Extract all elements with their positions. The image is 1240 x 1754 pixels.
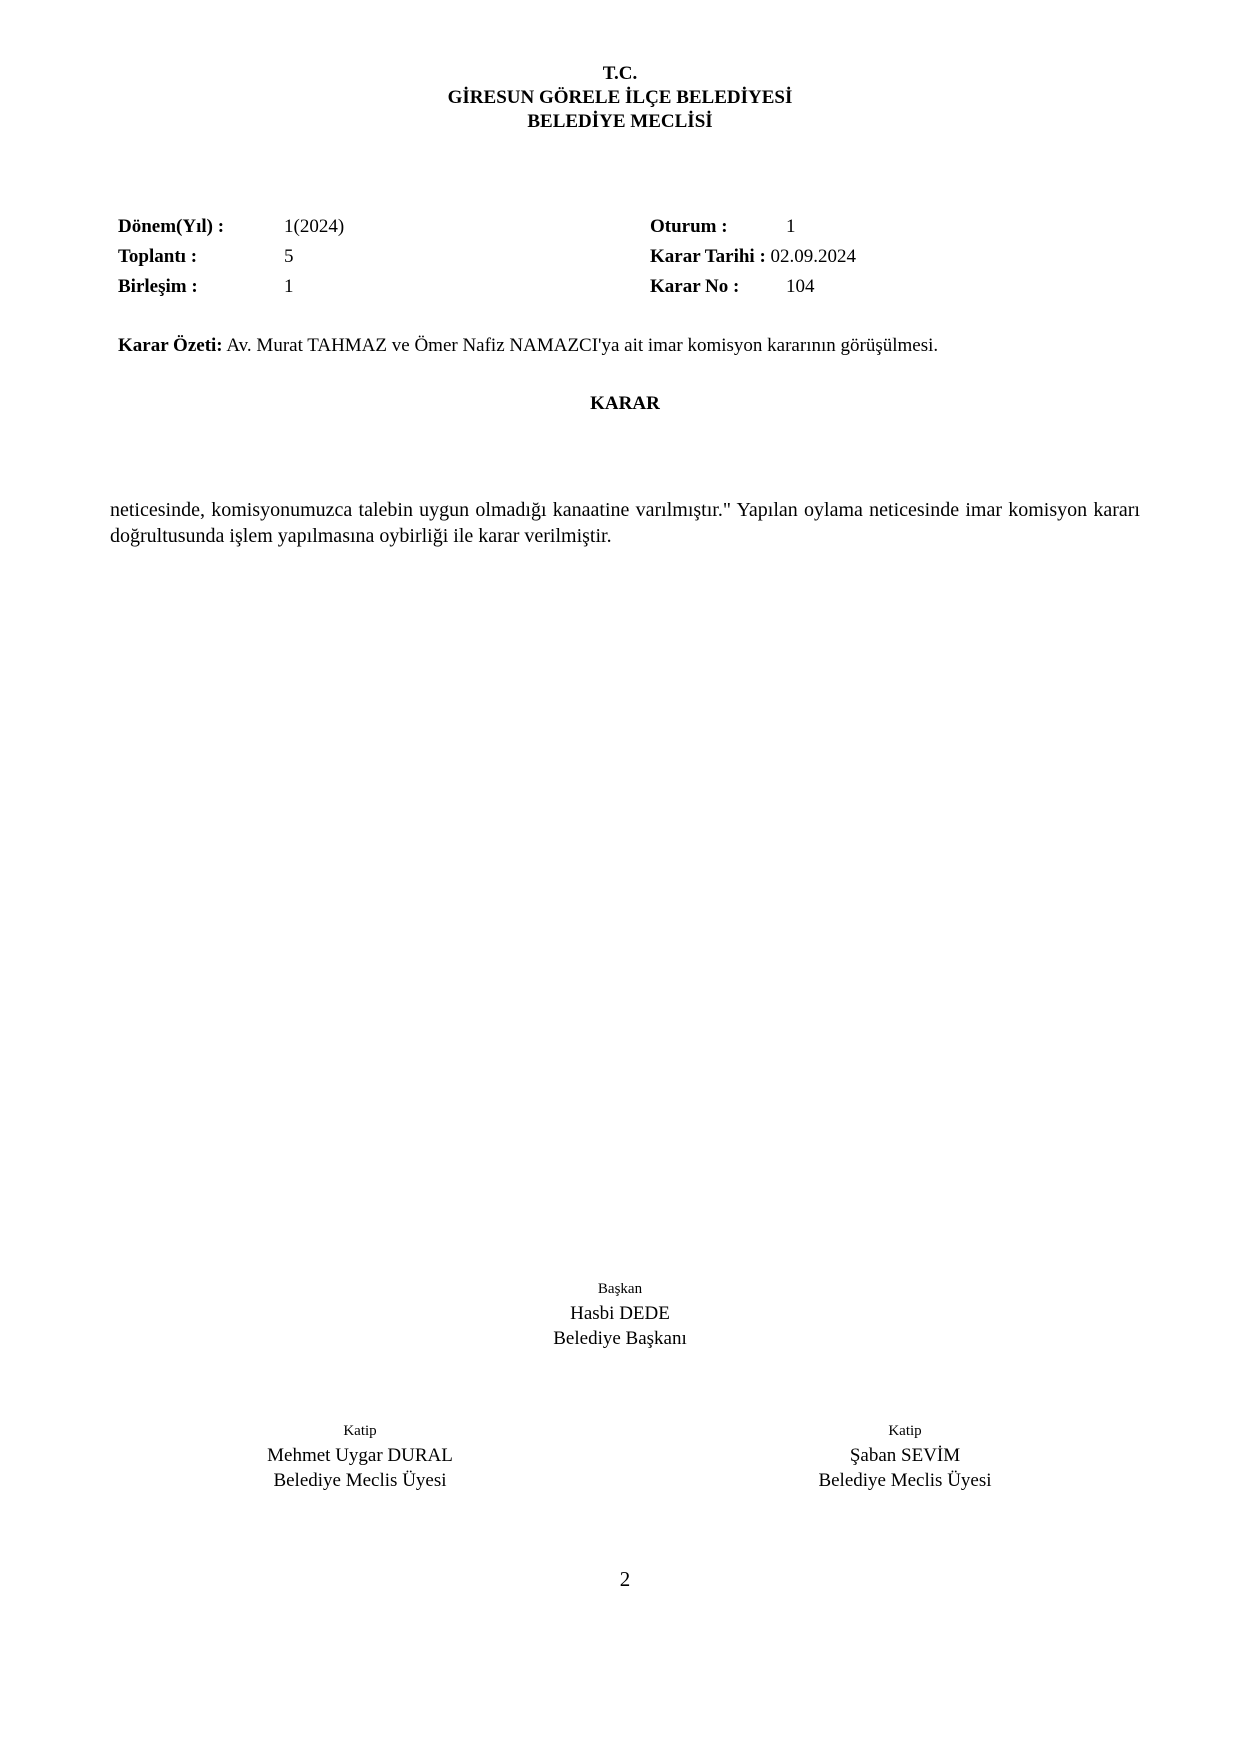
meta-oturum [650, 212, 728, 242]
meta-block [0, 0, 1240, 320]
karar-tarihi-value: 02.09.2024 [770, 246, 857, 267]
signature-title: Belediye Meclis Üyesi [818, 1470, 992, 1491]
donem-label: Dönem(Yıl) : [118, 216, 225, 237]
meta-karar-tarihi [650, 242, 856, 272]
signature-name: Şaban SEVİM [849, 1445, 961, 1466]
signature-title: Belediye Meclis Üyesi [273, 1470, 447, 1491]
signature-katip-right [745, 1419, 1065, 1493]
donem-value: 1(2024) [284, 216, 345, 237]
toplanti-value: 5 [284, 246, 294, 267]
meta-birlesim [118, 272, 198, 302]
decision-body: neticesinde, komisyonumuzca talebin uygun olmadığı kanaatine varılmıştır." Yapılan oylama neticesinde imar komisyon kararı doğrultusunda işlem yapılmasına oybirliği ile karar verilmiştir. [110, 499, 1140, 547]
signature-baskan [460, 1277, 780, 1351]
meta-karar-no [650, 272, 739, 302]
karar-no-value: 104 [786, 276, 815, 297]
signature-role: Katip [888, 1423, 922, 1439]
decision-title: KARAR [590, 393, 660, 414]
header-tc: T.C. [602, 63, 638, 84]
signature-katip-left [200, 1419, 520, 1493]
birlesim-value: 1 [284, 276, 294, 297]
signature-name: Mehmet Uygar DURAL [267, 1445, 453, 1466]
oturum-label: Oturum : [650, 216, 728, 237]
summary-label: Karar Özeti: [118, 335, 223, 356]
signature-name: Hasbi DEDE [570, 1303, 670, 1324]
page-number: 2 [619, 1567, 631, 1591]
summary-text: Av. Murat TAHMAZ ve Ömer Nafiz NAMAZCI'ya ait imar komisyon kararının görüşülmesi. [226, 335, 939, 356]
signature-role: Katip [343, 1423, 377, 1439]
signature-title: Belediye Başkanı [553, 1328, 687, 1349]
header-municipality: GİRESUN GÖRELE İLÇE BELEDİYESİ [447, 87, 793, 108]
birlesim-label: Birleşim : [118, 276, 198, 297]
meta-donem [118, 212, 224, 242]
karar-no-label: Karar No : [650, 276, 740, 297]
oturum-value: 1 [786, 216, 796, 237]
signature-role: Başkan [597, 1281, 643, 1297]
header-council: BELEDİYE MECLİSİ [527, 111, 713, 132]
decision-summary [118, 335, 938, 357]
karar-tarihi-label: Karar Tarihi : [650, 246, 766, 267]
meta-toplanti [118, 242, 197, 272]
toplanti-label: Toplantı : [118, 246, 198, 267]
